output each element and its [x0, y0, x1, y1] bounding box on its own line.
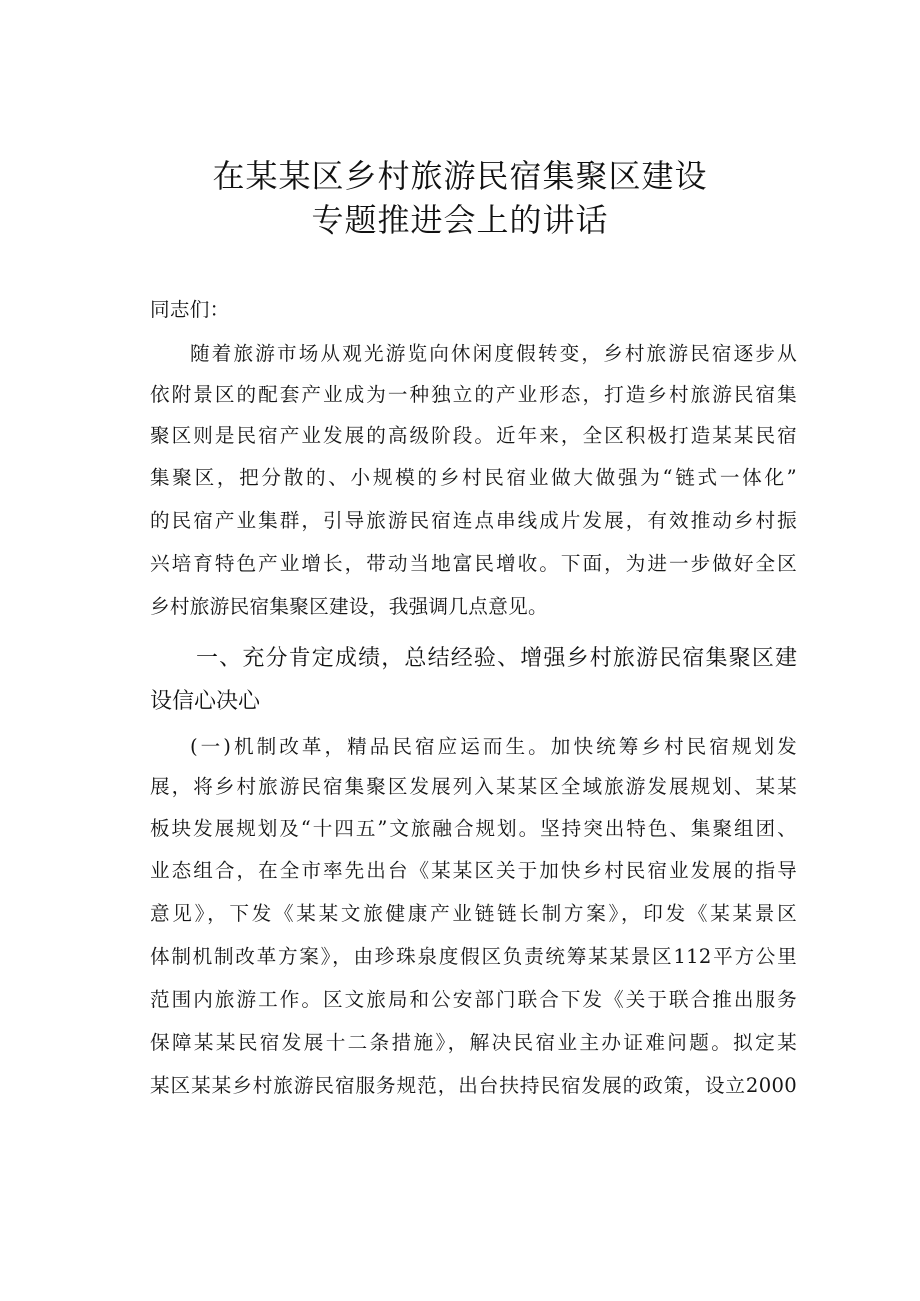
section-1-heading-line-1: 一、充分肯定成绩，总结经验、增强乡村旅游民宿集聚区建 — [196, 646, 797, 671]
intro-line: 的民宿产业集群，引导旅游民宿连点串线成片发展，有效推动乡村振 — [150, 509, 797, 532]
intro-line: 依附景区的配套产业成为一种独立的产业形态，打造乡村旅游民宿集 — [150, 383, 797, 406]
section-1-body-line: (一)机制改革，精品民宿应运而生。加快统筹乡村民宿规划发 — [190, 735, 797, 758]
section-1-body-line: 业态组合，在全市率先出台《某某区关于加快乡村民宿业发展的指导 — [150, 859, 797, 882]
section-1-body-line: 某区某某乡村旅游民宿服务规范，出台扶持民宿发展的政策，设立2000 — [150, 1074, 797, 1097]
intro-line: 集聚区，把分散的、小规模的乡村民宿业做大做强为“链式一体化” — [150, 466, 797, 489]
section-1-body-line: 体制机制改革方案》，由珍珠泉度假区负责统筹某某景区112平方公里 — [150, 945, 797, 968]
section-1-body-line: 范围内旅游工作。区文旅局和公安部门联合下发《关于联合推出服务 — [150, 988, 797, 1011]
section-1-body-line: 展，将乡村旅游民宿集聚区发展列入某某区全域旅游发展规划、某某 — [150, 775, 797, 798]
section-1-body-line: 保障某某民宿发展十二条措施》，解决民宿业主办证难问题。拟定某 — [150, 1031, 797, 1054]
intro-line: 随着旅游市场从观光游览向休闲度假转变，乡村旅游民宿逐步从 — [190, 342, 797, 365]
document-title-line-2: 专题推进会上的讲话 — [311, 201, 609, 239]
document-title-line-1: 在某某区乡村旅游民宿集聚区建设 — [212, 157, 708, 195]
section-1-heading-line-2: 设信心决心 — [150, 689, 261, 714]
intro-line: 兴培育特色产业增长，带动当地富民增收。下面，为进一步做好全区 — [150, 552, 797, 575]
section-1-body-line: 意见》，下发《某某文旅健康产业链链长制方案》，印发《某某景区 — [150, 902, 797, 925]
salutation: 同志们： — [150, 298, 230, 321]
intro-line: 乡村旅游民宿集聚区建设，我强调几点意见。 — [150, 595, 548, 618]
section-1-body-line: 板块发展规划及“十四五”文旅融合规划。坚持突出特色、集聚组团、 — [150, 817, 797, 840]
intro-line: 聚区则是民宿产业发展的高级阶段。近年来，全区积极打造某某民宿 — [150, 424, 797, 447]
